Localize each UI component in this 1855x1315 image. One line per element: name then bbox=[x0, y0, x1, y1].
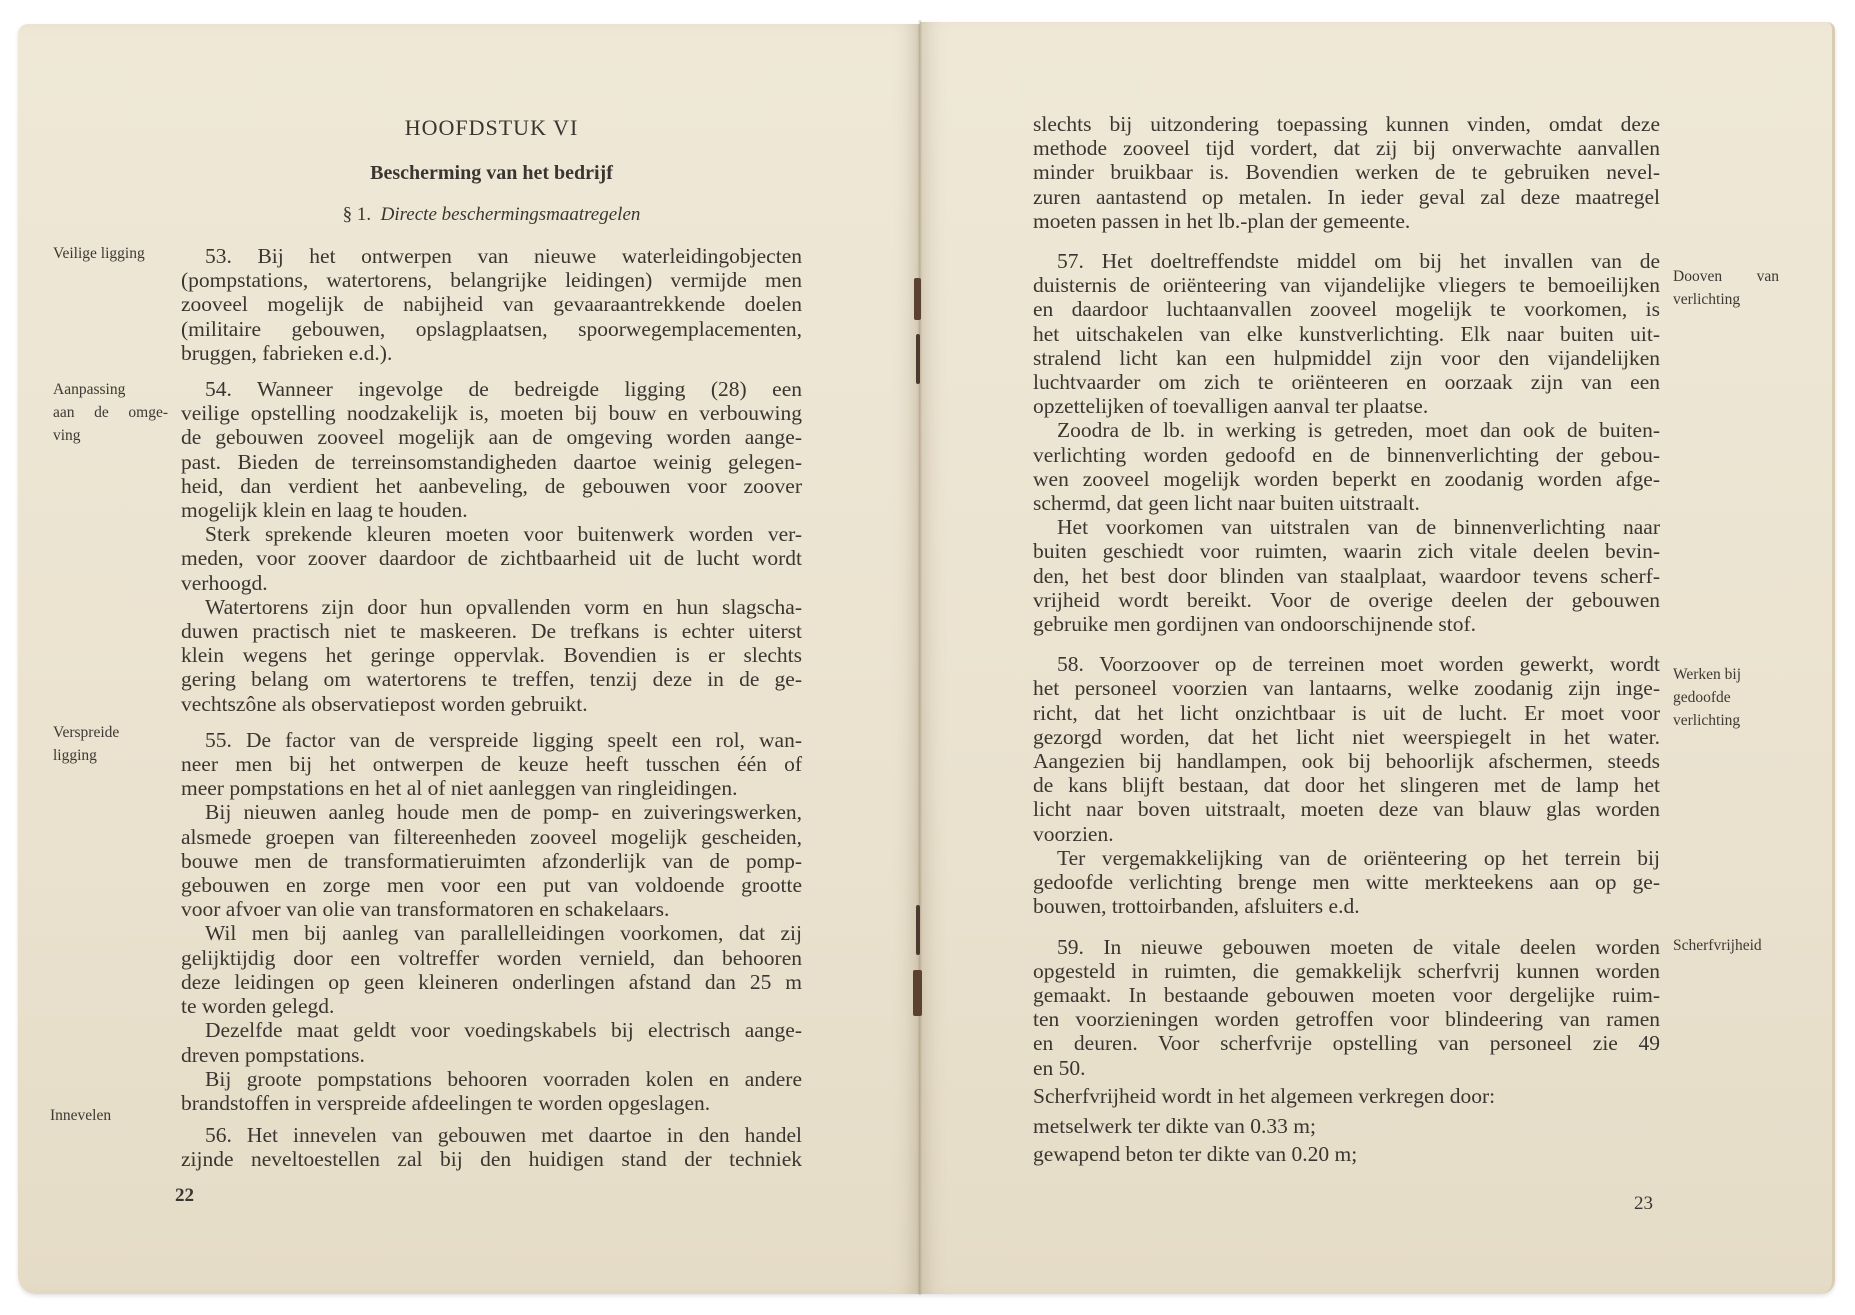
text-line: (militaire gebouwen, opslagplaatsen, spoorwegemplacementen, bbox=[181, 316, 802, 341]
text-line: 57. Het doeltreffendste middel om bij het invallen van de bbox=[1057, 249, 1660, 274]
text-line: neer men bij het ontwerpen de keuze heeft tusschen één of bbox=[181, 752, 802, 777]
text-line: duwen practisch niet te maskeeren. De trefkans is echter uiterst bbox=[181, 619, 802, 644]
sidenote-line: verlichting bbox=[1673, 712, 1741, 729]
paragraph-55-kabels bbox=[181, 1018, 802, 1066]
text-line: voorzien. bbox=[1033, 821, 1114, 846]
text-line: voor afvoer van olie van transformatoren en schakelaars. bbox=[181, 897, 670, 922]
text-line: bouwen, trottoirbanden, afsluiters e.d. bbox=[1033, 894, 1360, 919]
paragraph-54-kleuren bbox=[181, 522, 802, 595]
text-line: bruggen, fabrieken e.d.). bbox=[181, 340, 393, 365]
text-line: gedoofde verlichting brenge men witte merkteekens aan op ge- bbox=[1033, 870, 1660, 895]
section-number: § 1. bbox=[342, 204, 372, 225]
text-line: brandstoffen in verspreide afdeelingen te worden opgeslagen. bbox=[181, 1090, 711, 1115]
text-line: bouwe men de transformatieruimten afzonderlijk van de pomp- bbox=[181, 848, 802, 873]
text-line: verlichting worden gedoofd en de binnenverlichting der gebou- bbox=[1033, 442, 1660, 467]
text-line: past. Bieden de terreinsomstandigheden daartoe weinig gelegen- bbox=[181, 449, 802, 474]
list-item: metselwerk ter dikte van 0.33 m; bbox=[1033, 1113, 1317, 1138]
staple-bottom-upper bbox=[916, 905, 920, 955]
text-line: meer pompstations en het al of niet aanleggen van ringleidingen. bbox=[181, 776, 738, 801]
text-line: en daardoor luchtaanvallen zooveel mogelijk te voorkomen, is bbox=[1033, 297, 1660, 322]
text-line: gering belang om watertorens te treffen, tenzij deze in de ge- bbox=[181, 667, 802, 692]
sidenote-aanpassing bbox=[53, 378, 168, 447]
text-line: heid, dan verdient het aanbeveling, de gebouwen voor zoover bbox=[181, 473, 802, 498]
text-line: wen zooveel mogelijk worden beperkt en zoodanig worden afge- bbox=[1033, 466, 1660, 491]
text-line: en 50. bbox=[1033, 1055, 1086, 1080]
section-heading bbox=[181, 204, 802, 226]
paragraph-55-aanleg bbox=[181, 800, 802, 921]
sidenote-line: Verspreide bbox=[53, 724, 120, 741]
text-line: (pompstations, watertorens, belangrijke leidingen) vermijde men bbox=[181, 268, 802, 293]
paragraph-54-watertorens bbox=[181, 595, 802, 716]
text-line: veilige opstelling noodzakelijk is, moeten bij bouw en verbouwing bbox=[181, 401, 802, 426]
staple-top-lower bbox=[916, 334, 920, 384]
paragraph-55 bbox=[181, 728, 802, 801]
chapter-subtitle: Bescherming van het bedrijf bbox=[370, 162, 613, 184]
text-line: buiten geschiedt voor ruimten, waarin zich vitale deelen bevin- bbox=[1033, 539, 1660, 564]
text-line: 58. Voorzoover op de terreinen moet worden gewerkt, wordt bbox=[1057, 652, 1660, 677]
text-line: het personeel voorzien van lantaarns, welke zoodanig zijn inge- bbox=[1033, 676, 1660, 701]
sidenote-innevelen bbox=[50, 1104, 111, 1127]
page-number-right: 23 bbox=[1634, 1193, 1653, 1214]
sidenote-line: aan de omge- bbox=[53, 404, 168, 421]
sidenote-dooven-van-verlichting bbox=[1673, 265, 1779, 311]
text-line: Aangezien bij handlampen, ook bij behoorlijk afschermen, steeds bbox=[1033, 749, 1660, 774]
text-line: Bij groote pompstations behooren voorraden kolen en andere bbox=[205, 1066, 802, 1091]
text-line: klein wegens het geringe oppervlak. Bovendien is er slechts bbox=[181, 643, 802, 668]
text-line: Ter vergemakkelijking van de oriënteering op het terrein bij bbox=[1057, 845, 1660, 870]
sidenote-scherfvrijheid bbox=[1673, 934, 1762, 957]
text-line: en deuren. Voor scherfvrije opstelling van personeel zie 49 bbox=[1033, 1031, 1660, 1056]
paragraph-59 bbox=[1033, 935, 1660, 1080]
text-line: 53. Bij het ontwerpen van nieuwe waterleidingobjecten bbox=[205, 244, 802, 268]
paragraph-58 bbox=[1033, 652, 1660, 846]
sidenote-werken-bij-gedoofde-verlichting bbox=[1673, 663, 1741, 732]
text-line: schermd, dat geen licht naar buiten uitstraalt. bbox=[1033, 491, 1420, 516]
text-line: moeten passen in het lb.-plan der gemeente. bbox=[1033, 208, 1411, 233]
sidenote-line: ligging bbox=[53, 747, 97, 764]
text-line: luchtvaarder om zich te oriënteeren en oorzaak zijn van een bbox=[1033, 370, 1660, 395]
paragraph-58-merkteekens bbox=[1033, 846, 1660, 919]
sidenote-line: Aanpassing bbox=[53, 381, 126, 398]
text-line: ten voorzieningen worden getroffen voor blindeering van ramen bbox=[1033, 1007, 1660, 1032]
text-line: gebruike men gordijnen van ondoorschijnende stof. bbox=[1033, 612, 1477, 637]
text-line: 59. In nieuwe gebouwen moeten de vitale deelen worden bbox=[1057, 934, 1660, 959]
text-line: de kans blijft bestaan, dat door het slingeren met de lamp het bbox=[1033, 773, 1660, 798]
text-line: den, het best door blinden van staalplaat, waardoor tevens scherf- bbox=[1033, 563, 1660, 588]
text-line: gemaakt. In bestaande gebouwen moeten voor dergelijke ruim- bbox=[1033, 982, 1660, 1007]
paragraph-56-cont bbox=[1033, 112, 1660, 233]
text-line: alsmede groepen van filtereenheden zooveel mogelijk gescheiden, bbox=[181, 824, 802, 849]
sidenote-veilige-ligging bbox=[53, 242, 145, 265]
book-spine bbox=[918, 20, 922, 1295]
text-line: gezorgd worden, dat het licht niet weerspiegelt in het water. bbox=[1033, 724, 1660, 749]
sidenote-line: Dooven van bbox=[1673, 268, 1779, 285]
text-line: opgesteld in ruimten, die gemakkelijk scherfvrij kunnen worden bbox=[1033, 958, 1660, 983]
text-line: Zoodra de lb. in werking is getreden, moet dan ook de buiten- bbox=[1057, 418, 1660, 443]
text-line: verhoogd. bbox=[181, 570, 268, 595]
sidenote-line: Werken bij bbox=[1673, 666, 1742, 683]
text-line: Bij nieuwen aanleg houde men de pomp- en zuiveringswerken, bbox=[205, 800, 802, 825]
text-line: richt, dat het licht onzichtbaar is uit de lucht. Er moet voor bbox=[1033, 700, 1660, 725]
text-line: stralend licht kan een hulpmiddel zijn voor den vijandelijken bbox=[1033, 345, 1660, 370]
text-line: Dezelfde maat geldt voor voedingskabels bij electrisch aange- bbox=[205, 1018, 802, 1043]
sidenote-verspreide-ligging bbox=[53, 721, 119, 767]
page-number-left: 22 bbox=[175, 1185, 194, 1206]
text-line: Wil men bij aanleg van parallelleidingen voorkomen, dat zij bbox=[205, 921, 802, 946]
text-line: de gebouwen zooveel mogelijk aan de omgeving worden aange- bbox=[181, 425, 802, 450]
text-line: zuren aantastend op metalen. In ieder geval zal deze maatregel bbox=[1033, 184, 1660, 209]
paragraph-54 bbox=[181, 377, 802, 522]
text-line: zijnde neveltoestellen zal bij den huidigen stand der techniek bbox=[181, 1147, 802, 1172]
text-line: het uitschakelen van elke kunstverlichting. Elk naar buiten uit- bbox=[1033, 321, 1660, 346]
text-line: vechtszône als observatiepost worden gebruikt. bbox=[181, 691, 588, 716]
paragraph-55-brandstoffen bbox=[181, 1067, 802, 1115]
sidenote-line: Scherfvrijheid bbox=[1673, 937, 1762, 954]
paragraph-53 bbox=[181, 244, 802, 365]
sidenote-line: gedoofde bbox=[1673, 689, 1731, 706]
paragraph-57-zoodra bbox=[1033, 418, 1660, 515]
text-line: te worden gelegd. bbox=[181, 994, 335, 1019]
text-line: gebouwen en zorge men voor een put van voldoende grootte bbox=[181, 873, 802, 898]
text-line: dreven pompstations. bbox=[181, 1042, 365, 1067]
sidenote-line: Veilige ligging bbox=[53, 245, 145, 262]
left-body-text bbox=[181, 244, 802, 1172]
text-line: 55. De factor van de verspreide ligging speelt een rol, wan- bbox=[205, 727, 802, 752]
text-line: meden, voor zoover daardoor de zichtbaarheid uit de lucht wordt bbox=[181, 546, 802, 571]
text-line: Sterk sprekende kleuren moeten voor buitenwerk worden ver- bbox=[205, 522, 802, 547]
text-line: mogelijk klein en laag te houden. bbox=[181, 498, 468, 523]
paragraph-55-parallel bbox=[181, 921, 802, 1018]
text-line: Watertorens zijn door hun opvallenden vorm en hun slagscha- bbox=[205, 594, 802, 619]
text-line: methode zooveel tijd vordert, dat zij bij onverwachte aanvallen bbox=[1033, 136, 1660, 161]
text-line: deze leidingen op geen kleineren onderlingen afstand dan 25 m bbox=[181, 969, 802, 994]
text-line: 56. Het innevelen van gebouwen met daartoe in den handel bbox=[205, 1123, 802, 1148]
paragraph-59-scherfvrijheid bbox=[1033, 1084, 1660, 1108]
text-line: minder bruikbaar is. Bovendien werken de te gebruiken nevel- bbox=[1033, 160, 1660, 185]
text-line: duisternis de oriënteering van vijandelijke vliegers te bemoeilijken bbox=[1033, 273, 1660, 298]
chapter-title: HOOFDSTUK VI bbox=[404, 115, 579, 140]
sidenote-line: verlichting bbox=[1673, 291, 1741, 308]
text-line: 54. Wanneer ingevolge de bedreigde ligging (28) een bbox=[205, 377, 802, 402]
text-line: vrijheid wordt bereikt. Voor de overige deelen der gebouwen bbox=[1033, 587, 1660, 612]
text-line: Het voorkomen van uitstralen van de binnenverlichting naar bbox=[1057, 515, 1660, 540]
text-line: gelijktijdig door een voltreffer worden vernield, dan behooren bbox=[181, 945, 802, 970]
staple-bottom-lower bbox=[913, 970, 922, 1016]
paragraph-57 bbox=[1033, 249, 1660, 418]
text-line: slechts bij uitzondering toepassing kunnen vinden, omdat deze bbox=[1033, 112, 1660, 136]
paragraph-57-voorkomen bbox=[1033, 515, 1660, 636]
section-title: Directe beschermingsmaatregelen bbox=[380, 204, 641, 225]
text-line: licht naar boven uitstraalt, moeten deze van blauw glas worden bbox=[1033, 797, 1660, 822]
sidenote-line: Innevelen bbox=[50, 1107, 112, 1124]
sidenote-line: ving bbox=[53, 427, 81, 444]
right-body-text bbox=[1033, 112, 1660, 1168]
thickness-list bbox=[1033, 1112, 1660, 1168]
text-line: Scherfvrijheid wordt in het algemeen verkregen door: bbox=[1033, 1083, 1496, 1108]
text-line: opzettelijken of toevalligen aanval ter plaatse. bbox=[1033, 394, 1429, 419]
list-item: gewapend beton ter dikte van 0.20 m; bbox=[1033, 1141, 1358, 1166]
text-line: zooveel mogelijk de nabijheid van gevaaraantrekkende doelen bbox=[181, 292, 802, 317]
staple-top-upper bbox=[914, 278, 921, 320]
paragraph-56 bbox=[181, 1123, 802, 1171]
